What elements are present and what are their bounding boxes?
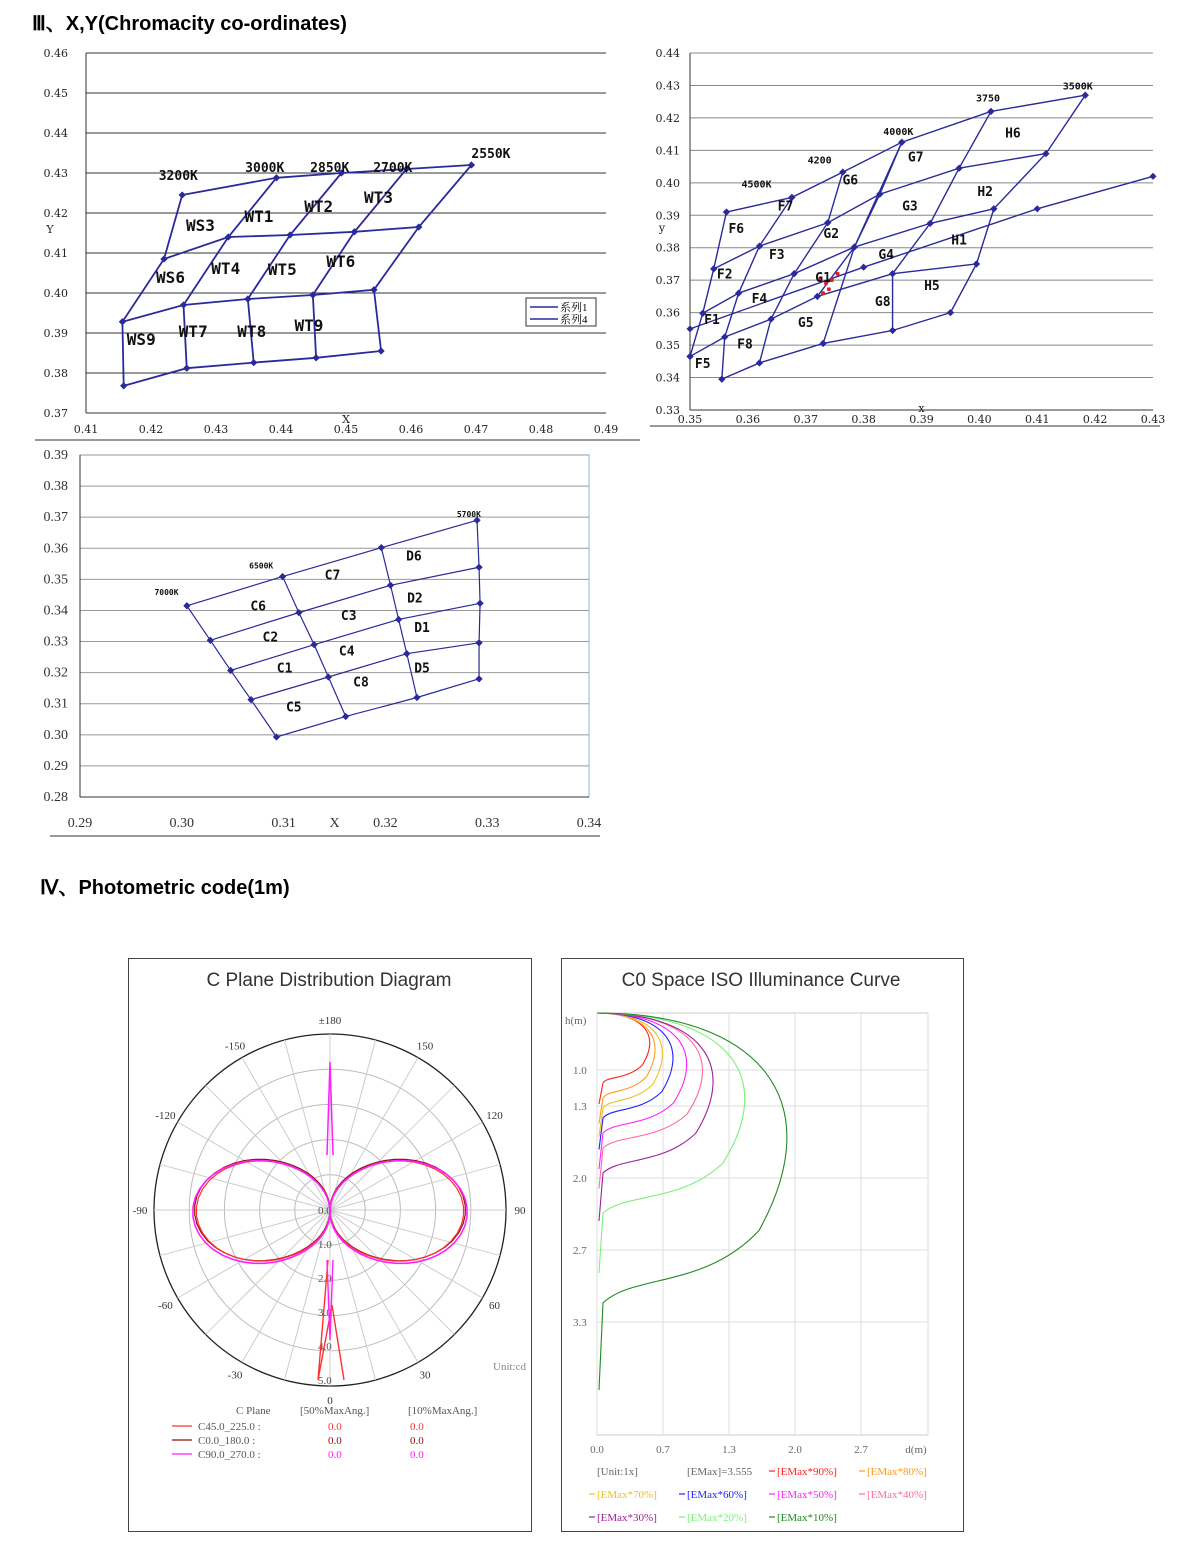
bin-label: C7 [324,568,341,584]
x-tick-label: 0.30 [169,816,195,831]
polar-radial-label: 4.0 [318,1341,332,1353]
bin-vertex [476,564,483,571]
bin-vertex [313,354,320,361]
cct-label: 4500K [741,179,772,191]
iso-legend-label: [EMax*60%] [687,1489,747,1501]
iso-y-tick: 3.3 [573,1317,587,1329]
polar-legend-v50: 0.0 [328,1435,342,1447]
bin-label: G2 [823,226,840,242]
iso-legend-label: [EMax*90%] [777,1466,837,1478]
bin-vertex [477,600,484,607]
bin-label: WT8 [237,322,267,341]
iso-y-tick: 1.3 [573,1101,587,1113]
polar-legend-header: C Plane [236,1405,271,1417]
bin-label: G6 [842,173,859,189]
iso-chart [561,958,962,1530]
cct-label: 4000K [883,126,914,138]
bin-label: D2 [407,591,423,607]
bin-label: WT4 [211,258,241,278]
iso-legend-label: [EMax*50%] [777,1489,837,1501]
bin-vertex [179,191,186,198]
bin-line [726,95,1085,215]
iso-x-tick: 0.7 [656,1444,670,1456]
x-tick-label: 0.40 [967,413,992,426]
iso-y-tick: 2.0 [573,1173,587,1185]
bin-label: WS3 [185,216,215,235]
y-tick-label: 0.45 [43,87,68,100]
bin-vertex [476,639,483,646]
cct-label: 7000K [154,587,179,597]
section-title-chromaticity: Ⅲ、X,Y(Chromacity co-ordinates) [32,13,347,35]
cct-label: 3200K [158,168,198,184]
measured-point [827,287,831,291]
y-axis-label: Y [46,223,54,236]
iso-curve [597,1013,745,1273]
bin-label: C2 [262,630,279,646]
bin-vertex [973,260,980,267]
polar-legend-v50: 0.0 [328,1421,342,1433]
bin-label: F3 [768,248,785,264]
y-tick-label: 0.32 [43,665,68,681]
y-tick-label: 0.42 [655,111,680,125]
iso-x-label: d(m) [905,1444,927,1456]
polar-legend-v10: 0.0 [410,1449,424,1461]
bin-label: C6 [250,599,266,615]
cct-label: 2850K [310,160,350,176]
x-tick-label: 0.34 [576,816,602,831]
y-tick-label: 0.40 [43,287,68,300]
cct-label: 3750 [976,93,1001,105]
x-tick-label: 0.36 [735,413,761,426]
x-tick-label: 0.47 [463,423,489,436]
bin-vertex [413,694,420,701]
bin-vertex [325,673,332,680]
bin-vertex [1034,205,1041,212]
polar-angle-label: 0 [327,1395,333,1407]
bin-label: H1 [951,233,967,249]
iso-legend-label: [EMax*40%] [867,1489,927,1501]
y-tick-label: 0.28 [43,790,68,805]
bin-label: F1 [704,312,720,328]
x-tick-label: 0.43 [1140,413,1166,426]
polar-legend-v50: 0.0 [328,1449,342,1461]
y-tick-label: 0.36 [43,541,68,557]
iso-curve [597,1013,662,1137]
y-tick-label: 0.34 [43,603,68,619]
bin-label: C3 [340,608,357,624]
x-tick-label: 0.41 [73,423,99,436]
bin-vertex [207,637,214,644]
iso-x-tick: 2.7 [854,1444,868,1456]
bin-vertex [183,365,190,372]
y-tick-label: 0.44 [655,47,680,60]
polar-legend-name: C45.0_225.0 : [198,1421,261,1433]
x-tick-label: 0.32 [373,816,398,831]
measured-point [836,272,840,276]
x-tick-label: 0.33 [474,816,500,831]
y-tick-label: 0.30 [43,727,68,743]
bin-label: D1 [414,621,430,637]
bin-label: WS6 [156,268,185,287]
y-tick-label: 0.33 [43,634,68,650]
bin-label: D6 [406,549,422,565]
x-tick-label: 0.37 [793,413,818,426]
iso-legend-label: [EMax*20%] [687,1512,747,1524]
bin-vertex [342,713,349,720]
y-tick-label: 0.39 [43,448,68,463]
x-tick-label: 0.45 [333,423,359,436]
chart-cool-white [40,450,640,840]
bin-line [122,195,182,386]
x-tick-label: 0.41 [1025,413,1050,426]
y-tick-label: 0.37 [43,510,68,526]
polar-legend-header: [10%MaxAng.] [408,1405,478,1417]
bin-vertex [250,359,257,366]
bin-label: G5 [797,316,814,332]
polar-angle-label: 60 [489,1300,501,1312]
bin-label: C1 [276,661,293,677]
bin-label: WT9 [294,316,324,335]
plot-frame [80,455,589,797]
bin-label: F6 [728,222,745,238]
bin-vertex [387,582,394,589]
bin-vertex [378,544,385,551]
iso-legend-label: [EMax*30%] [597,1512,657,1524]
bin-label: WT1 [244,206,274,226]
polar-legend-header: [50%MaxAng.] [300,1405,370,1417]
y-tick-label: 0.35 [43,572,68,588]
x-axis-label: x [918,402,925,415]
polar-angle-label: 90 [514,1205,526,1217]
iso-curve [597,1013,650,1104]
bin-label: WS9 [126,330,156,349]
bin-label: F8 [737,337,753,353]
bin-vertex [403,650,410,657]
iso-title: C0 Space ISO Illuminance Curve [621,970,901,991]
bin-vertex [686,325,693,332]
y-tick-label: 0.36 [655,306,680,320]
y-tick-label: 0.41 [43,247,68,260]
x-tick-label: 0.49 [593,423,619,436]
cct-label: 3500K [1062,81,1093,93]
polar-radial-label: 1.0 [318,1239,332,1251]
bin-label: WT3 [364,188,393,207]
y-tick-label: 0.38 [43,479,68,495]
y-tick-label: 0.37 [43,407,68,420]
iso-y-tick: 1.0 [573,1065,587,1077]
bin-label: G8 [874,295,891,311]
bin-vertex [395,616,402,623]
bin-label: F2 [716,267,733,283]
x-tick-label: 0.46 [398,423,424,436]
y-tick-label: 0.38 [655,241,680,255]
cct-label: 5700K [456,510,481,520]
y-tick-label: 0.39 [655,209,680,223]
x-tick-label: 0.42 [1082,413,1108,426]
bin-vertex [120,382,127,389]
bin-vertex [735,290,742,297]
polar-legend-name: C90.0_270.0 : [198,1449,261,1461]
bin-line [690,212,726,356]
bin-label: H5 [924,278,940,294]
x-tick-label: 0.38 [851,413,876,426]
cct-label: 2550K [471,147,511,163]
bin-vertex [824,219,831,226]
x-tick-label: 0.39 [909,413,934,426]
bin-label: C5 [285,700,302,716]
measured-point [821,291,825,295]
bin-vertex [311,641,318,648]
bin-vertex [791,270,798,277]
bin-vertex [889,327,896,334]
polar-angle-label: -30 [227,1369,243,1382]
bin-vertex [756,359,763,366]
bin-vertex [378,347,385,354]
y-tick-label: 0.41 [655,144,680,158]
iso-y-tick: 2.7 [573,1245,587,1257]
polar-legend-name: C0.0_180.0 : [198,1435,256,1447]
polar-angle-label: -90 [132,1205,148,1217]
bin-vertex [721,333,728,340]
polar-angle-label: 120 [486,1110,503,1122]
bin-vertex [956,165,963,172]
bin-vertex [1149,173,1156,180]
chart-neutral-white [650,42,1170,442]
y-tick-label: 0.43 [655,79,680,93]
bin-vertex [820,340,827,347]
cct-label: 6500K [249,561,274,571]
bin-label: WT7 [178,322,208,341]
y-tick-label: 0.33 [655,404,680,417]
x-axis-label: X [342,413,350,426]
bin-label: WT5 [267,260,297,279]
iso-curve [597,1013,687,1169]
x-axis-label: X [329,816,340,831]
iso-legend-label: [EMax*10%] [777,1512,837,1524]
bin-label: G3 [902,199,918,215]
bin-vertex [947,309,954,316]
bin-line [477,520,480,679]
iso-x-tick: 2.0 [788,1444,802,1456]
legend-label: 系列1 [560,302,588,314]
y-tick-label: 0.35 [655,339,680,353]
bin-line [187,520,477,606]
y-tick-label: 0.43 [43,167,68,180]
bin-line [722,313,951,380]
legend-label: 系列4 [560,314,588,326]
bin-vertex [247,696,254,703]
x-tick-label: 0.31 [271,816,296,831]
bin-label: H2 [977,184,993,200]
polar-angle-label: 150 [416,1040,434,1053]
bin-vertex [723,208,730,215]
polar-legend-v10: 0.0 [410,1435,424,1447]
chart-warm-white [30,40,640,440]
y-tick-label: 0.40 [655,176,680,190]
bin-line [276,679,479,737]
bin-label: G1 [815,270,831,286]
polar-angle-label: -150 [224,1040,246,1053]
iso-legend-label: [Unit:1x] [597,1466,638,1478]
y-tick-label: 0.39 [43,327,68,340]
x-tick-label: 0.29 [67,816,93,831]
bin-line [823,142,902,343]
bin-label: C4 [338,644,355,660]
y-axis-label: y [658,221,666,235]
bin-vertex [898,139,905,146]
section-title-photometric: Ⅳ、Photometric code(1m) [40,877,290,899]
polar-unit: Unit:cd [493,1361,526,1373]
polar-angle-label: -60 [158,1300,173,1312]
bin-label: F5 [694,356,711,372]
bin-label: F4 [751,291,768,307]
x-tick-label: 0.42 [138,423,164,436]
x-tick-label: 0.48 [528,423,554,436]
iso-x-tick: 0.0 [590,1444,604,1456]
bin-label: H6 [1005,126,1021,142]
y-tick-label: 0.38 [43,367,68,380]
y-tick-label: 0.34 [655,371,680,385]
y-tick-label: 0.44 [43,127,68,140]
bin-vertex [987,108,994,115]
bin-label: WT6 [326,252,356,271]
bin-vertex [686,353,693,360]
polar-radial-label: 2.0 [318,1273,332,1285]
bin-line [759,172,842,363]
iso-y-label: h(m) [565,1015,587,1027]
polar-legend-v10: 0.0 [410,1421,424,1433]
y-tick-label: 0.46 [43,47,68,60]
iso-legend-label: [EMax]=3.555 [687,1466,753,1478]
y-tick-label: 0.42 [43,207,68,220]
polar-radial-label: 3.0 [318,1307,332,1319]
polar-angle-label: 30 [419,1369,431,1382]
bin-label: G7 [907,150,924,166]
cct-label: 4200 [807,155,832,167]
bin-label: G4 [878,248,895,264]
bin-label: WT2 [304,196,334,216]
polar-chart [128,958,530,1530]
polar-angle-label: -120 [155,1110,176,1122]
bin-vertex [860,264,867,271]
y-tick-label: 0.29 [43,758,68,774]
polar-title: C Plane Distribution Diagram [206,970,452,991]
iso-legend-label: [EMax*80%] [867,1466,927,1478]
bin-vertex [476,675,483,682]
x-tick-label: 0.44 [268,423,294,436]
bin-vertex [767,316,774,323]
bin-label: D5 [414,661,430,677]
iso-x-tick: 1.3 [722,1444,736,1456]
bin-label: C8 [353,675,369,691]
bin-vertex [718,376,725,383]
x-tick-label: 0.43 [203,423,229,436]
cct-label: 3000K [245,160,285,176]
y-tick-label: 0.37 [655,274,680,288]
polar-radial-label: 0.0 [318,1205,332,1217]
iso-curve [597,1013,655,1124]
iso-legend-label: [EMax*70%] [597,1489,657,1501]
polar-angle-label: ±180 [318,1015,342,1027]
bin-vertex [183,602,190,609]
polar-radial-label: 5.0 [318,1375,332,1387]
cct-label: 2700K [373,160,413,176]
bin-line [703,209,994,314]
bin-label: F7 [777,199,794,215]
y-tick-label: 0.31 [43,696,68,712]
x-tick-label: 0.35 [677,413,703,426]
